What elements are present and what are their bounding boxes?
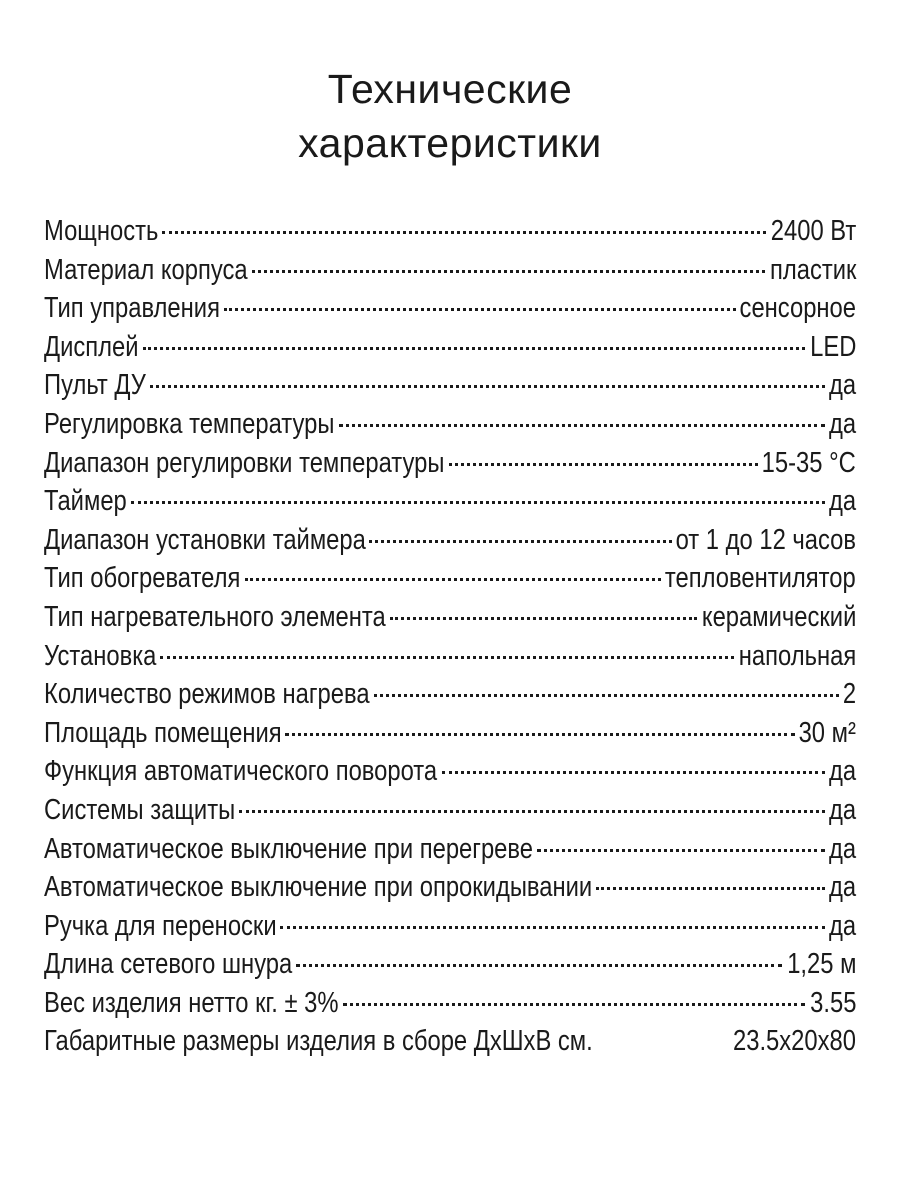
dot-leader — [390, 617, 698, 620]
dot-leader — [239, 810, 824, 813]
spec-label: Материал корпуса — [44, 253, 248, 286]
spec-label: Тип нагревательного элемента — [44, 600, 386, 633]
spec-row-control-type — [44, 289, 856, 328]
spec-value: 1,25 м — [786, 948, 856, 981]
spec-row-dimensions — [44, 1022, 856, 1061]
spec-row-display — [44, 328, 856, 367]
spec-row-timer — [44, 482, 856, 521]
page-title-line-1: Технические — [327, 66, 573, 112]
spec-value: да — [828, 793, 856, 826]
dot-leader — [339, 424, 825, 427]
spec-label: Количество режимов нагрева — [44, 678, 370, 711]
dot-leader — [160, 656, 734, 659]
spec-row-heating-element — [44, 598, 856, 637]
spec-value: да — [828, 755, 856, 788]
spec-value: 2400 Вт — [770, 215, 856, 247]
spec-row-net-weight — [44, 984, 856, 1023]
dot-leader — [369, 540, 671, 543]
dot-leader — [296, 964, 782, 967]
spec-label: Тип управления — [44, 292, 220, 325]
dot-leader — [162, 231, 766, 234]
spec-row-heater-type — [44, 559, 856, 598]
dot-leader — [280, 926, 825, 929]
dot-leader — [143, 347, 805, 350]
spec-value: 3.55 — [809, 986, 856, 1019]
spec-table — [44, 212, 856, 1061]
spec-value: да — [828, 832, 856, 865]
spec-label: Диапазон регулировки температуры — [44, 446, 445, 479]
spec-row-remote — [44, 366, 856, 405]
dot-leader — [150, 385, 825, 388]
spec-row-auto-rotation — [44, 752, 856, 791]
spec-label: Дисплей — [44, 330, 139, 363]
spec-label: Тип обогревателя — [44, 562, 241, 595]
spec-value: 30 м² — [798, 716, 856, 749]
spec-value: напольная — [738, 639, 856, 672]
dot-leader — [131, 501, 825, 504]
spec-value: 23.5x20x80 — [733, 1025, 856, 1058]
spec-row-cord-length — [44, 945, 856, 984]
spec-value: да — [828, 485, 856, 518]
spec-value: от 1 до 12 часов — [675, 523, 856, 556]
page-title-line-2: характеристики — [298, 120, 602, 166]
spec-row-installation — [44, 637, 856, 676]
spec-label: Ручка для переноски — [44, 909, 277, 942]
spec-value: 15-35 °C — [761, 446, 856, 479]
spec-label: Автоматическое выключение при перегреве — [44, 832, 533, 865]
spec-row-room-area — [44, 714, 856, 753]
spec-row-overheat-shutoff — [44, 830, 856, 869]
dot-leader — [596, 887, 825, 890]
spec-value: сенсорное — [739, 292, 856, 325]
spec-label: Габаритные размеры изделия в сборе ДхШхВ см. — [44, 1025, 593, 1058]
spec-label: Диапазон установки таймера — [44, 523, 366, 556]
spec-label: Пульт ДУ — [44, 369, 146, 402]
spec-value: LED — [809, 330, 856, 363]
spec-label: Системы защиты — [44, 793, 236, 826]
spec-value: да — [828, 407, 856, 440]
spec-label: Регулировка температуры — [44, 407, 335, 440]
spec-row-power — [44, 212, 856, 251]
spec-row-carry-handle — [44, 907, 856, 946]
spec-value: да — [828, 909, 856, 942]
spec-label: Установка — [44, 639, 157, 672]
spec-value: да — [828, 369, 856, 402]
dot-leader — [224, 308, 736, 311]
dot-leader — [343, 1003, 806, 1006]
spec-value: тепловентилятор — [665, 562, 856, 595]
spec-row-temp-range — [44, 444, 856, 483]
spec-label: Вес изделия нетто кг. ± 3% — [44, 986, 339, 1019]
dot-leader — [245, 578, 662, 581]
spec-row-temp-control — [44, 405, 856, 444]
spec-value: пластик — [769, 253, 856, 286]
dot-leader — [442, 771, 825, 774]
spec-row-timer-range — [44, 521, 856, 560]
spec-label: Площадь помещения — [44, 716, 282, 749]
dot-leader — [537, 849, 824, 852]
spec-label: Таймер — [44, 485, 127, 518]
spec-value: 2 — [842, 678, 856, 711]
dot-leader — [252, 270, 765, 273]
spec-label: Автоматическое выключение при опрокидывании — [44, 871, 593, 904]
spec-row-protection — [44, 791, 856, 830]
spec-value: да — [828, 871, 856, 904]
spec-value: керамический — [701, 600, 856, 633]
spec-row-heating-modes — [44, 675, 856, 714]
spec-label: Функция автоматического поворота — [44, 755, 438, 788]
spec-row-body-material — [44, 251, 856, 290]
spec-label: Мощность — [44, 215, 159, 247]
dot-leader — [285, 733, 794, 736]
dot-leader — [374, 694, 839, 697]
dot-leader — [449, 463, 758, 466]
page-title — [0, 62, 900, 170]
spec-row-tipover-shutoff — [44, 868, 856, 907]
spec-label: Длина сетевого шнура — [44, 948, 293, 981]
